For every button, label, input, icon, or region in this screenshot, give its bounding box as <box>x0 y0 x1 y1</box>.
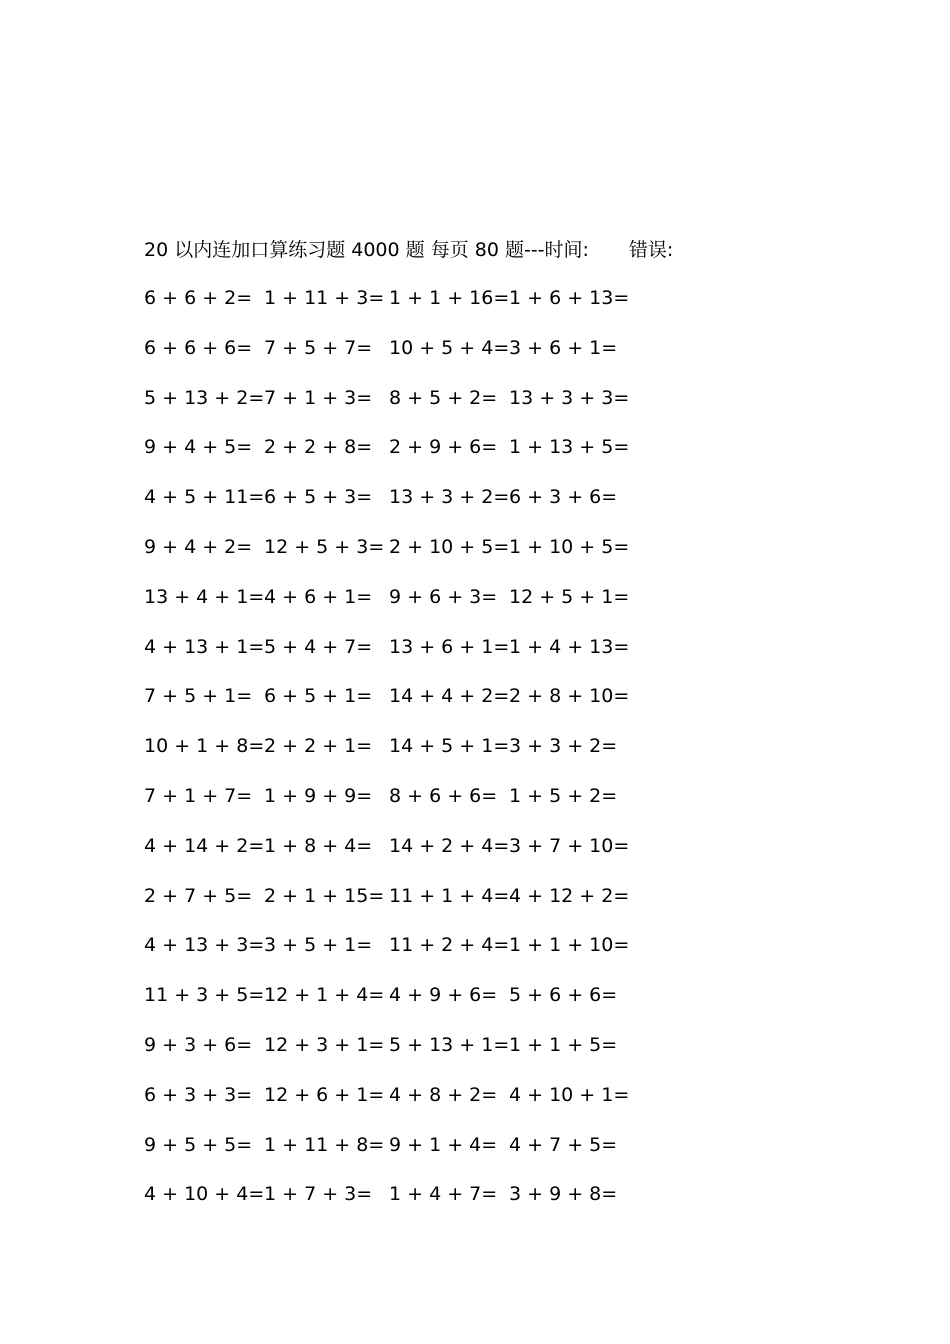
problem-item: 5 + 6 + 6= <box>509 984 618 1007</box>
problem-item: 13 + 4 + 1= <box>144 585 265 608</box>
problem-item: 1 + 1 + 16= <box>389 287 510 309</box>
problem-item: 10 + 5 + 4= <box>389 336 510 359</box>
problem-item: 9 + 4 + 2= <box>144 535 253 558</box>
problem-item: 9 + 1 + 4= <box>389 1133 498 1156</box>
problem-item: 12 + 1 + 4= <box>264 984 385 1007</box>
problem-item: 1 + 7 + 3= <box>264 1183 373 1206</box>
problem-item: 3 + 6 + 1= <box>509 336 618 359</box>
problem-item: 14 + 2 + 4= <box>389 834 510 857</box>
problem-row <box>144 433 644 483</box>
problem-item: 3 + 3 + 2= <box>509 735 618 758</box>
problem-item: 1 + 11 + 8= <box>264 1133 385 1156</box>
problem-item: 4 + 13 + 1= <box>144 635 265 658</box>
problem-item: 2 + 9 + 6= <box>389 436 498 459</box>
worksheet-header <box>144 236 673 264</box>
problem-item: 14 + 4 + 2= <box>389 685 510 708</box>
problem-item: 6 + 3 + 3= <box>144 1083 253 1106</box>
problem-item: 2 + 2 + 8= <box>264 436 373 459</box>
problem-row <box>144 1131 644 1181</box>
problem-item: 1 + 5 + 2= <box>509 784 618 807</box>
problem-item: 2 + 10 + 5= <box>389 535 510 558</box>
problem-row <box>144 682 644 732</box>
problem-row <box>144 284 644 334</box>
problem-item: 2 + 2 + 1= <box>264 735 373 758</box>
problem-item: 2 + 1 + 15= <box>264 884 385 907</box>
problem-item: 7 + 5 + 7= <box>264 336 373 359</box>
problem-item: 9 + 4 + 5= <box>144 436 253 459</box>
errors-label: 错误: <box>628 239 674 261</box>
problem-row <box>144 483 644 533</box>
problem-row <box>144 583 644 633</box>
problem-item: 13 + 3 + 2= <box>389 486 510 509</box>
problem-item: 1 + 13 + 5= <box>509 436 630 459</box>
problem-item: 1 + 4 + 13= <box>509 635 630 658</box>
problem-item: 6 + 6 + 6= <box>144 336 253 359</box>
problem-item: 4 + 6 + 1= <box>264 585 373 608</box>
problem-item: 4 + 10 + 1= <box>509 1083 630 1106</box>
problem-item: 1 + 8 + 4= <box>264 834 373 857</box>
problem-item: 4 + 8 + 2= <box>389 1083 498 1106</box>
problem-item: 2 + 8 + 10= <box>509 685 630 708</box>
problem-item: 7 + 1 + 7= <box>144 784 253 807</box>
problem-item: 11 + 1 + 4= <box>389 884 510 907</box>
problem-item: 11 + 2 + 4= <box>389 934 510 957</box>
problem-item: 3 + 7 + 10= <box>509 834 630 857</box>
problem-item: 4 + 14 + 2= <box>144 834 265 857</box>
problem-item: 4 + 7 + 5= <box>509 1133 618 1156</box>
problem-row <box>144 1031 644 1081</box>
problem-item: 1 + 9 + 9= <box>264 784 373 807</box>
problem-row <box>144 384 644 434</box>
problem-row <box>144 832 644 882</box>
problem-item: 4 + 10 + 4= <box>144 1183 265 1206</box>
problem-item: 12 + 5 + 3= <box>264 535 385 558</box>
problem-item: 2 + 7 + 5= <box>144 884 253 907</box>
problem-item: 5 + 13 + 2= <box>144 386 265 409</box>
problem-item: 6 + 6 + 2= <box>144 287 253 309</box>
problem-row <box>144 981 644 1031</box>
problem-item: 7 + 5 + 1= <box>144 685 253 708</box>
problem-item: 6 + 5 + 1= <box>264 685 373 708</box>
problem-row <box>144 533 644 583</box>
problem-item: 9 + 5 + 5= <box>144 1133 253 1156</box>
problem-item: 1 + 4 + 7= <box>389 1183 498 1206</box>
worksheet-title: 20 以内连加口算练习题 4000 题 每页 80 题---时间: <box>144 239 589 261</box>
problem-row <box>144 334 644 384</box>
problem-row <box>144 1081 644 1131</box>
problem-item: 13 + 3 + 3= <box>509 386 630 409</box>
problem-item: 9 + 6 + 3= <box>389 585 498 608</box>
problem-row <box>144 931 644 981</box>
problem-item: 4 + 12 + 2= <box>509 884 630 907</box>
problem-item: 1 + 1 + 5= <box>509 1033 618 1056</box>
problem-row <box>144 782 644 832</box>
problem-item: 14 + 5 + 1= <box>389 735 510 758</box>
problem-item: 8 + 6 + 6= <box>389 784 498 807</box>
problem-item: 12 + 3 + 1= <box>264 1033 385 1056</box>
problem-item: 4 + 5 + 11= <box>144 486 265 509</box>
problem-item: 5 + 4 + 7= <box>264 635 373 658</box>
problem-item: 8 + 5 + 2= <box>389 386 498 409</box>
problem-item: 1 + 6 + 13= <box>509 287 630 309</box>
problem-item: 6 + 5 + 3= <box>264 486 373 509</box>
problem-item: 13 + 6 + 1= <box>389 635 510 658</box>
problem-item: 4 + 13 + 3= <box>144 934 265 957</box>
problem-item: 3 + 5 + 1= <box>264 934 373 957</box>
problem-item: 10 + 1 + 8= <box>144 735 265 758</box>
problem-row <box>144 633 644 683</box>
problem-item: 9 + 3 + 6= <box>144 1033 253 1056</box>
problem-item: 1 + 11 + 3= <box>264 287 385 309</box>
problem-item: 1 + 10 + 5= <box>509 535 630 558</box>
problem-item: 12 + 6 + 1= <box>264 1083 385 1106</box>
problem-item: 5 + 13 + 1= <box>389 1033 510 1056</box>
problem-item: 12 + 5 + 1= <box>509 585 630 608</box>
problem-item: 3 + 9 + 8= <box>509 1183 618 1206</box>
problem-row <box>144 882 644 932</box>
problem-item: 11 + 3 + 5= <box>144 984 265 1007</box>
problem-row <box>144 1180 644 1230</box>
problem-item: 1 + 1 + 10= <box>509 934 630 957</box>
problem-item: 6 + 3 + 6= <box>509 486 618 509</box>
problem-grid <box>144 284 644 1230</box>
problem-item: 7 + 1 + 3= <box>264 386 373 409</box>
problem-item: 4 + 9 + 6= <box>389 984 498 1007</box>
problem-row <box>144 732 644 782</box>
